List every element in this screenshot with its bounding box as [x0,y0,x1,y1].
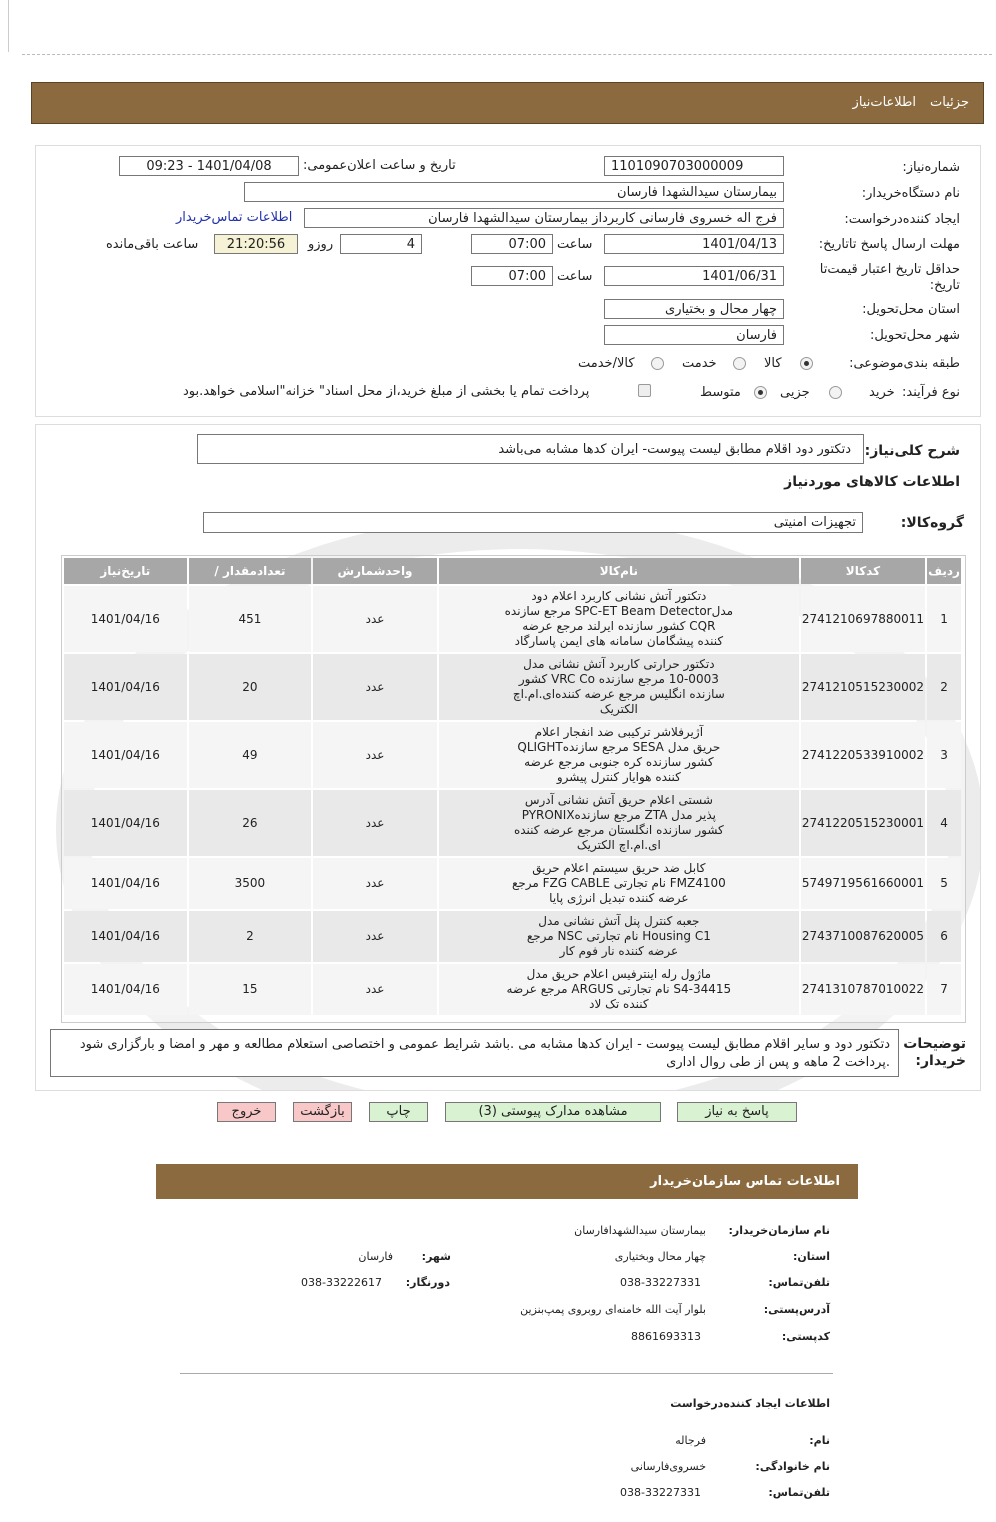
item-name [439,911,799,962]
item-name-line: سازنده انگلیس مرجع عرضه کننده‌ای.ام.اچ [512,687,725,701]
item-name-line: الکتریک [599,702,638,716]
item-name-line: حریق مدل SESA مرجع سازندهQLIGHT [517,740,721,754]
item-date: 1401/04/16 [64,722,187,788]
contact-province-label: استان: [793,1250,830,1263]
group-field: تجهیزات امنیتی [203,512,863,533]
contact-org: بیمارستان سیدالشهدافارسان [574,1224,706,1237]
category-radio-both[interactable] [651,357,664,370]
item-qty: 3500 [189,858,312,909]
reply-button[interactable]: پاسخ به نیاز [677,1102,797,1122]
contact-fax: 038-33222617 [301,1276,382,1289]
buyer-notes-field: دتکتور دود و سایر اقلام مطابق لیست پیوست - ایران کدها مشابه می .باشد شرایط عمومی و اختصاصی استعلام مطالعه و مهر و امضا و بارگزاری شود .پرداخت 2 ماهه و پس از طی روال اداری [50,1029,899,1077]
item-unit: عدد [313,722,437,788]
announce-label: تاریخ و ساعت اعلان‌عمومی: [303,158,456,173]
goods-table [62,556,963,1017]
item-unit: عدد [313,911,437,962]
buyer-org-label: نام دستگاه‌خریدار: [861,186,960,201]
table-row [64,722,961,788]
creator-family: خسروی‌فارسانی [630,1460,706,1473]
goods-title: اطلاعات کالاهای موردنیاز [784,474,960,490]
back-button[interactable]: بازگشت [293,1102,352,1122]
item-name-line: دتکتور حرارتی کاربرد آتش نشانی مدل [523,657,715,671]
attachments-button[interactable]: مشاهده مدارک پیوستی (3) [445,1102,661,1122]
process-buy-label: خرید [869,385,895,400]
category-radio-service[interactable] [733,357,746,370]
row-number: 3 [927,722,961,788]
contact-city: فارسان [358,1250,393,1263]
print-button[interactable]: چاپ [369,1102,428,1122]
item-name-line: دتکتور آتش نشانی کاربرد اعلام دود [531,589,707,603]
table-row [64,654,961,720]
announce-field: 1401/04/08 - 09:23 [119,156,299,176]
item-name-line: کننده تک لاد [589,997,649,1011]
item-date: 1401/04/16 [64,964,187,1015]
top-divider [22,54,992,55]
contact-org-label: نام سازمان‌خریدار: [728,1224,830,1237]
item-name-line: کننده هوایار کنترل پیشرو [556,770,681,784]
contact-address: بلوار آیت الله خامنه‌ای روبروی پمپ‌بنزین [520,1303,706,1316]
item-name-line: عرضه کننده تبدیل انرژی پایا [549,891,689,905]
row-number: 7 [927,964,961,1015]
validity-date-field: 1401/06/31 [604,266,784,286]
item-code: 2741210515230002 [801,654,925,720]
creator-name-label: نام: [809,1434,830,1447]
creator-name: فرجاله [675,1434,706,1447]
item-qty: 20 [189,654,312,720]
contact-phone: 038-33227331 [620,1276,701,1289]
contact-divider [180,1373,833,1374]
item-unit: عدد [313,858,437,909]
category-both-label: کالا/خدمت [578,356,635,371]
item-name-line: آژیرفلاشر ترکیبی ضد انفجار اعلام [534,725,704,739]
item-name [439,722,799,788]
remaining-timer: 21:20:56 [214,234,298,254]
item-name-line: S4-34415 نام تجارتی ARGUS مرجع عرضه [506,982,732,996]
item-qty: 2 [189,911,312,962]
row-number: 6 [927,911,961,962]
need-number-label: شماره‌نیاز: [902,160,960,175]
item-code: 2741310787010022 [801,964,925,1015]
item-date: 1401/04/16 [64,790,187,856]
validity-hour-label: ساعت [557,269,593,284]
remaining-label: ساعت باقی‌مانده [106,237,199,252]
deadline-hour-label: ساعت [557,237,593,252]
process-radio-medium[interactable] [754,386,767,399]
deadline-time-field: 07:00 [471,234,553,254]
treasury-payment-checkbox[interactable] [638,384,651,397]
item-name [439,790,799,856]
buyer-contact-link[interactable]: اطلاعات تماس‌خریدار [176,210,293,225]
table-row [64,586,961,652]
category-service-label: خدمت [682,356,717,371]
item-unit: عدد [313,964,437,1015]
item-qty: 49 [189,722,312,788]
creator-phone-label: تلفن‌تماس: [768,1486,830,1499]
need-number-field: 1101090703000009 [604,156,784,176]
item-qty: 26 [189,790,312,856]
row-number: 5 [927,858,961,909]
col-row: ردیف [927,558,961,584]
days-field: 4 [340,234,422,254]
group-label: گروه‌کالا: [900,515,964,531]
item-name-line: عرضه کننده نار فوم کار [559,944,679,958]
item-name-line: FMZ4100 نام تجارتی FZG CABLE مرجع [511,876,726,890]
item-name-line: شستی اعلام حریق آتش نشانی آدرس [524,793,713,807]
item-name [439,586,799,652]
row-number: 1 [927,586,961,652]
header-details: جزئیات [930,95,969,110]
city-label: شهر محل‌تحویل: [870,328,960,343]
process-radio-minor[interactable] [829,386,842,399]
contact-postal: 8861693313 [631,1330,701,1343]
table-row [64,790,961,856]
treasury-payment-label: پرداخت تمام یا بخشی از مبلغ خرید،از محل اسناد" خزانه"اسلامی خواهد.بود [183,384,590,399]
process-minor-label: جزیی [780,385,810,400]
item-date: 1401/04/16 [64,858,187,909]
col-date: تاریخ‌نیاز [64,558,187,584]
summary-field: دتکتور دود اقلام مطابق لیست پیوست- ایران کدها مشابه می‌باشد [197,434,864,464]
creator-info-title: اطلاعات ایجاد کننده‌درخواست [670,1397,830,1410]
col-qty: تعدادمقدار / [189,558,312,584]
col-code: کدکالا [801,558,925,584]
item-name-line: 10-0003 مرجع سازنده VRC Co کشور [518,672,719,686]
table-row [64,911,961,962]
goods-table-frame [61,555,966,1023]
buyer-org-field: بیمارستان سیدالشهدا فارسان [244,182,784,202]
deadline-date-field: 1401/04/13 [604,234,784,254]
creator-family-label: نام خانوادگی: [755,1460,830,1473]
item-name [439,654,799,720]
province-field: چهار محال و بختیاری [604,299,784,319]
contact-fax-label: دورنگار: [405,1276,450,1289]
contact-postal-label: کد‌پستی: [781,1330,830,1343]
category-radio-goods[interactable] [800,357,813,370]
item-name [439,964,799,1015]
contact-phone-label: تلفن‌تماس: [768,1276,830,1289]
contact-header [156,1164,858,1199]
page-edge-line [8,0,9,52]
validity-label: حداقل تاریخ اعتبار قیمت‌تا تاریخ: [819,262,960,293]
process-label: نوع فرآیند: [902,385,960,400]
table-row [64,858,961,909]
details-header [31,82,984,124]
item-name-line: کشور سازنده انگلستان مرجع عرضه کننده [513,823,724,837]
contact-title: اطلاعات تماس سازمان‌خریدار [650,1174,840,1189]
item-name-line: ماژول رله اینترفیس اعلام حریق مدل [526,967,712,981]
row-number: 2 [927,654,961,720]
item-qty: 15 [189,964,312,1015]
city-field: فارسان [604,325,784,345]
province-label: استان محل‌تحویل: [862,302,960,317]
days-label: روزو [308,237,334,252]
item-code: 2741220515230001 [801,790,925,856]
category-label: طبقه بندی‌موضوعی: [849,356,960,371]
buyer-notes-label: توضیحات خریدار: [903,1036,966,1069]
item-unit: عدد [313,790,437,856]
validity-time-field: 07:00 [471,266,553,286]
contact-address-label: آدرس‌پستی: [763,1303,830,1316]
item-name-line: جعبه کنترل پنل آتش نشانی مدل [538,914,700,928]
item-name-line: کشور سازنده کره جنوبی مرجع عرضه [524,755,714,769]
summary-label: شرح کلی‌نیاز: [864,443,960,459]
item-name-line: پذیر مدل ZTA مرجع سازندهPYRONIX [521,808,716,822]
col-unit: واحدشمارش [313,558,437,584]
item-qty: 451 [189,586,312,652]
item-unit: عدد [313,654,437,720]
item-date: 1401/04/16 [64,911,187,962]
item-name-line: کننده پیشگامان سامانه های ایمن پاسارگاد [514,634,724,648]
contact-city-label: شهر: [421,1250,451,1263]
col-name: نام‌کالا [439,558,799,584]
item-code: 2741220533910002 [801,722,925,788]
item-date: 1401/04/16 [64,586,187,652]
creator-field: فرج اله خسروی فارسانی کاربرداز بیمارستان سیدالشهدا فارسان [304,208,784,228]
header-need-info: اطلاعات‌نیاز [852,95,916,110]
item-date: 1401/04/16 [64,654,187,720]
item-code: 5749719561660001 [801,858,925,909]
item-code: 2741210697880011 [801,586,925,652]
item-unit: عدد [313,586,437,652]
table-row [64,964,961,1015]
item-name-line: CQR کشور سازنده ایرلند مرجع عرضه [522,619,716,633]
item-name-line: مدلSPC-ET Beam Detector مرجع سازنده [504,604,734,618]
contact-province: چهار محال وبختیاری [614,1250,706,1263]
category-goods-label: کالا [764,356,782,371]
row-number: 4 [927,790,961,856]
process-medium-label: متوسط [700,385,741,400]
creator-label: ایجاد کننده‌درخواست: [844,212,960,227]
item-name [439,858,799,909]
creator-phone: 038-33227331 [620,1486,701,1499]
item-name-line: ای.ام.اچ الکتریک [576,838,661,852]
deadline-label: مهلت ارسال پاسخ تا‌تاریخ: [818,237,960,252]
item-code: 2743710087620005 [801,911,925,962]
exit-button[interactable]: خروج [217,1102,276,1122]
item-name-line: Housing C1 نام تجارتی NSC مرجع [526,929,711,943]
item-name-line: کابل ضد حریق سیستم اعلام حریق [532,861,706,875]
